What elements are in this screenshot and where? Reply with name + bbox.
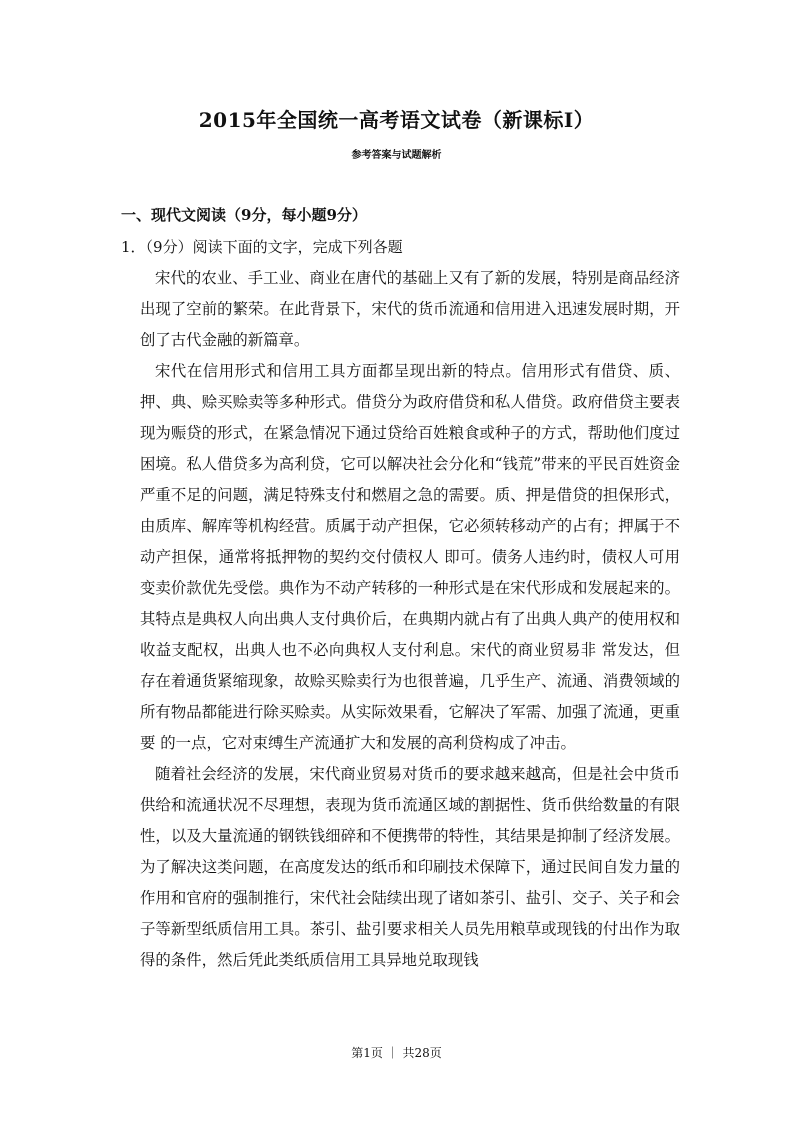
section-heading: 一、现代文阅读（9分，每小题9分） (121, 206, 367, 224)
question-number: 1． (121, 238, 146, 256)
page-footer: 第1页 ｜ 共28页 (351, 1046, 442, 1060)
passage-paragraph: 宋代在信用形式和信用工具方面都呈现出新的特点。信用形式有借贷、质、押、典、赊买赊卖等多种形式。借贷分为政府借贷和私人借贷。政府借贷主要表现为赈贷的形式，在紧急情况下通过贷给百姓粮食或种子的方式，帮助他们度过困境。私人借贷多为高利贷，它可以解决社会分化和“钱荒”带来的平民百姓资金严重不足的问题，满足特殊支付和燃眉之急的需要。质、押是借贷的担保形式，由质库、解库等机构经营。质属于动产担保，它必须转移动产的占有；押属于不动产担保，通常将抵押物的契约交付债权人 即可。债务人违约时，债权人可用变卖价款优先受偿。典作为不动产转移的一种形式是在宋代形成和发展起来的。其特点是典权人向出典人支付典价后，在典期内就占有了出典人典产的使用权和收益支配权，出典人也不必向典权人支付利息。宋代的商业贸易非 常发达，但存在着通货紧缩现象，故赊买赊卖行为也很普遍，几乎生产、流通、消费领域的所有物品都能进行除买赊卖。从实际效果看，它解决了军需、加强了流通，更重要 的一点，它对束缚生产流通扩大和发展的高利贷构成了冲击。 (140, 362, 680, 752)
question-prompt: （9分）阅读下面的文字，完成下列各题 (145, 238, 403, 256)
question-prompt-line (121, 236, 403, 257)
passage-paragraph: 随着社会经济的发展，宋代商业贸易对货币的要求越来越高，但是社会中货币供给和流通状况不尽理想，表现为货币流通区域的割据性、货币供给数量的有限性，以及大量流通的钢铁钱细碎和不便携带的特性，其结果是抑制了经济发展。为了解决这类问题，在高度发达的纸币和印刷技术保障下，通过民间自发力量的作用和官府的强制推行，宋代社会陆续出现了诸如茶引、盐引、交子、关子和会子等新型纸质信用工具。茶引、盐引要求相关人员先用粮草或现钱的付出作为取得的条件，然后凭此类纸质信用工具异地兑取现钱 (140, 765, 680, 969)
exam-title: 2015年全国统一高考语文试卷（新课标I） (198, 108, 595, 132)
reading-passage (140, 263, 680, 976)
exam-subtitle: 参考答案与试题解析 (351, 150, 442, 161)
passage-paragraph: 宋代的农业、手工业、商业在唐代的基础上又有了新的发展，特别是商品经济出现了空前的繁荣。在此背景下，宋代的货币流通和信用进入迅速发展时期，开创了古代金融的新篇章。 (140, 269, 680, 349)
